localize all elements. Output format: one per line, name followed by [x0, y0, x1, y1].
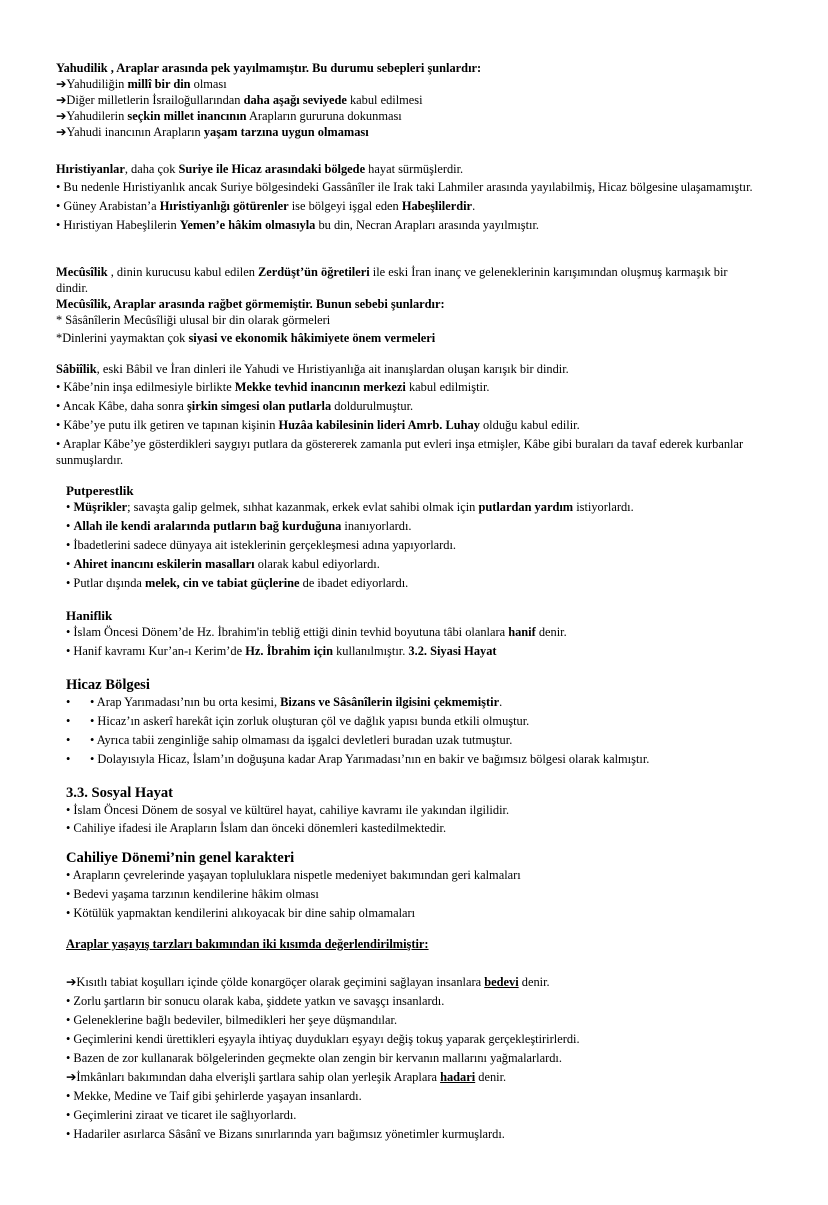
section-mecusilik	[56, 264, 746, 346]
sosyal-item-2: • Cahiliye ifadesi ile Arapların İslam dan önceki dönemleri kastedilmektedir.	[66, 821, 447, 835]
section-yahudilik	[56, 60, 776, 140]
yahudilik-item-3: ➔Yahudilerin seçkin millet inancının Arapların gururuna dokunması	[56, 109, 402, 123]
hicaz-item-3: • • Ayrıca tabii zenginliğe sahip olmaması da işgalci devletleri buradan uzak tutmuştur.	[66, 733, 513, 747]
mecusilik-item-1: * Sâsânîlerin Mecûsîliği ulusal bir din olarak görmeleri	[56, 313, 331, 327]
yahudilik-heading: Yahudilik , Araplar arasında pek yayılmamıştır. Bu durumu sebepleri şunlardır:	[56, 61, 482, 75]
sabiilik-intro: Sâbiîlik, eski Bâbil ve İran dinleri ile Yahudi ve Hıristiyanlığa ait inanışlardan oluşan karışık bir dindir.	[56, 362, 569, 376]
yasayis-item-2: • Zorlu şartların bir sonucu olarak kaba, şiddete yatkın ve savaşçı insanlardı.	[66, 994, 445, 1008]
section-sabiilik	[56, 361, 768, 468]
section-yasayis	[66, 936, 776, 1142]
yasayis-item-5: • Bazen de zor kullanarak bölgelerinden geçmekte olan zengin bir kervanın mallarını yağmalarlardı.	[66, 1051, 562, 1065]
sabiilik-item-1: • Kâbe’nin inşa edilmesiyle birlikte Mekke tevhid inancının merkezi kabul edilmiştir.	[56, 380, 490, 394]
yasayis-item-3: • Geleneklerine bağlı bedeviler, bilmedikleri her şeye düşmandılar.	[66, 1013, 398, 1027]
haniflik-item-2: • Hanif kavramı Kur’an-ı Kerim’de Hz. İbrahim için kullanılmıştır. 3.2. Siyasi Hayat	[66, 644, 497, 658]
section-hicaz	[66, 676, 776, 767]
yahudilik-item-2: ➔Diğer milletlerin İsrailoğullarından daha aşağı seviyede kabul edilmesi	[56, 93, 423, 107]
putperestlik-item-2: • Allah ile kendi aralarında putların bağ kurduğuna inanıyorlardı.	[66, 519, 412, 533]
section-hiristiyanlik	[56, 161, 768, 233]
hiristiyanlik-item-2: • Güney Arabistan’a Hıristiyanlığı götürenler ise bölgeyi işgal eden Habeşlilerdir.	[56, 199, 476, 213]
sosyal-title: 3.3. Sosyal Hayat	[66, 785, 174, 801]
yasayis-item-9: • Hadariler asırlarca Sâsânî ve Bizans sınırlarında yarı bağımsız yönetimler kurmuşlardı.	[66, 1127, 505, 1141]
yahudilik-item-1: ➔Yahudiliğin millî bir din olması	[56, 77, 227, 91]
mecusilik-intro: Mecûsîlik , dinin kurucusu kabul edilen Zerdüşt’ün öğretileri ile eski İran inanç ve geleneklerinin karışımından oluşmuş karmaşık bir dindir.	[56, 265, 728, 295]
hicaz-title: Hicaz Bölgesi	[66, 677, 150, 693]
section-cahiliye	[66, 849, 776, 921]
haniflik-title: Haniflik	[66, 608, 113, 623]
sabiilik-item-2: • Ancak Kâbe, daha sonra şirkin simgesi olan putlarla doldurulmuştur.	[56, 399, 414, 413]
section-sosyal-hayat	[66, 784, 776, 836]
cahiliye-item-2: • Bedevi yaşama tarzının kendilerine hâkim olması	[66, 887, 319, 901]
haniflik-item-1: • İslam Öncesi Dönem’de Hz. İbrahim'in tebliğ ettiği dinin tevhid boyutuna tâbi olanlara hanif denir.	[66, 625, 567, 639]
yahudilik-item-4: ➔Yahudi inancının Arapların yaşam tarzına uygun olmaması	[56, 125, 369, 139]
yasayis-item-6: ➔İmkânları bakımından daha elverişli şartlara sahip olan yerleşik Araplara hadari denir.	[66, 1070, 507, 1084]
putperestlik-item-3: • İbadetlerini sadece dünyaya ait isteklerinin gerçekleşmesi adına yapıyorlardı.	[66, 538, 457, 552]
hiristiyanlik-intro: Hıristiyanlar, daha çok Suriye ile Hicaz arasındaki bölgede hayat sürmüşlerdir.	[56, 162, 464, 176]
putperestlik-item-1: • Müşrikler; savaşta galip gelmek, sıhhat kazanmak, erkek evlat sahibi olmak için putlardan yardım istiyorlardı.	[66, 500, 634, 514]
sosyal-item-1: • İslam Öncesi Dönem de sosyal ve kültürel hayat, cahiliye kavramı ile yakından ilgilidir.	[66, 803, 510, 817]
section-haniflik	[66, 608, 766, 659]
putperestlik-item-5: • Putlar dışında melek, cin ve tabiat güçlerine de ibadet ediyorlardı.	[66, 576, 409, 590]
hicaz-item-2: • • Hicaz’ın askerî harekât için zorluk oluşturan çöl ve dağlık yapısı bunda etkili olmuştur.	[66, 714, 530, 728]
hicaz-item-1: • • Arap Yarımadası’nın bu orta kesimi, Bizans ve Sâsânîlerin ilgisini çekmemiştir.	[66, 695, 503, 709]
yasayis-item-7: • Mekke, Medine ve Taif gibi şehirlerde yaşayan insanlardı.	[66, 1089, 362, 1103]
cahiliye-item-1: • Arapların çevrelerinde yaşayan topluluklara nispetle medeniyet bakımından geri kalmaları	[66, 868, 521, 882]
hicaz-item-4: • • Dolayısıyla Hicaz, İslam’ın doğuşuna kadar Arap Yarımadası’nın en bakir ve bağımsız bölgesi olarak kalmıştır.	[66, 752, 650, 766]
yasayis-item-8: • Geçimlerini ziraat ve ticaret ile sağlıyorlardı.	[66, 1108, 297, 1122]
sabiilik-item-4: • Araplar Kâbe’ye gösterdikleri saygıyı putlara da göstererek zamanla put evleri inşa etmişler, Kâbe gibi buraları da tavaf ederek kurbanlar sunmuşlardır.	[56, 437, 744, 467]
yasayis-item-4: • Geçimlerini kendi ürettikleri eşyayla ihtiyaç duydukları eşyayı değiş tokuş yaparak gerçekleştirirlerdi.	[66, 1032, 580, 1046]
yasayis-item-1: ➔Kısıtlı tabiat koşulları içinde çölde konargöçer olarak geçimini sağlayan insanlara bedevi denir.	[66, 975, 550, 989]
yasayis-title: Araplar yaşayış tarzları bakımından iki kısımda değerlendirilmiştir:	[66, 937, 429, 951]
putperestlik-title: Putperestlik	[66, 483, 134, 498]
hiristiyanlik-item-1: • Bu nedenle Hıristiyanlık ancak Suriye bölgesindeki Gassânîler ile Irak taki Lahmiler arasında yayılabilmiş, Hicaz bölgesine ulaşamamıştır.	[56, 180, 753, 194]
sabiilik-item-3: • Kâbe’ye putu ilk getiren ve tapınan kişinin Huzâa kabilesinin lideri Amrb. Luhay olduğu kabul edilir.	[56, 418, 580, 432]
mecusilik-heading: Mecûsîlik, Araplar arasında rağbet görmemiştir. Bunun sebebi şunlardır:	[56, 297, 445, 311]
cahiliye-title: Cahiliye Dönemi’nin genel karakteri	[66, 850, 295, 866]
putperestlik-item-4: • Ahiret inancını eskilerin masalları olarak kabul ediyorlardı.	[66, 557, 380, 571]
section-putperestlik	[66, 483, 766, 591]
cahiliye-item-3: • Kötülük yapmaktan kendilerini alıkoyacak bir dine sahip olmamaları	[66, 906, 416, 920]
mecusilik-item-2: *Dinlerini yaymaktan çok siyasi ve ekonomik hâkimiyete önem vermeleri	[56, 331, 436, 345]
hiristiyanlik-item-3: • Hıristiyan Habeşlilerin Yemen’e hâkim olmasıyla bu din, Necran Arapları arasında yayılmıştır.	[56, 218, 540, 232]
